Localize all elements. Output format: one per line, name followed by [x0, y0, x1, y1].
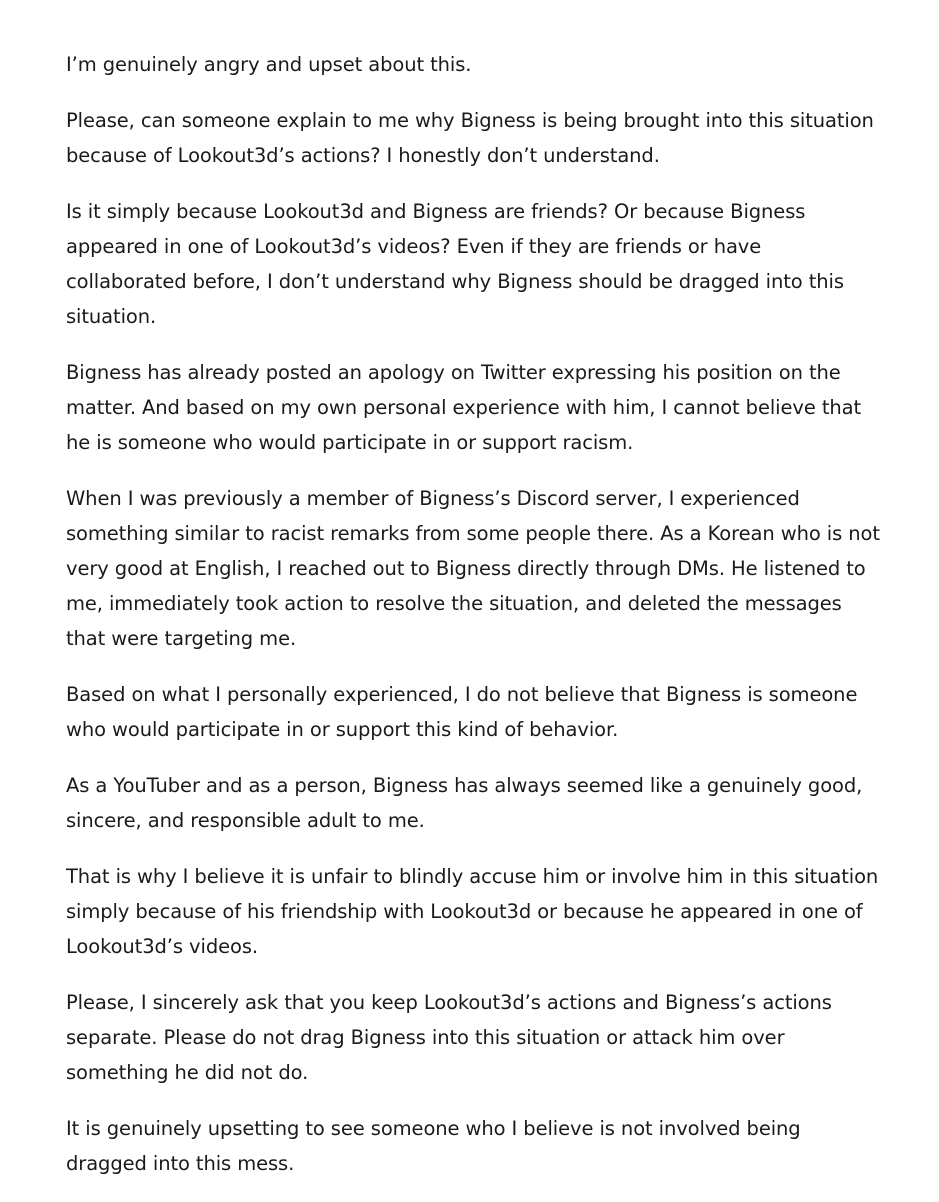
paragraph-2: Please, can someone explain to me why Bigness is being brought into this situation because of Lookout3d’s actions? I honestly don’t understand. [66, 109, 874, 167]
paragraph-6: Based on what I personally experienced, I do not believe that Bigness is someone who would participate in or support this kind of behavior. [66, 683, 858, 741]
paragraph-8: That is why I believe it is unfair to blindly accuse him or involve him in this situation simply because of his friendship with Lookout3d or because he appeared in one of Lookout3d’s videos. [66, 865, 879, 958]
paragraph-10: It is genuinely upsetting to see someone who I believe is not involved being dragged into this mess. [66, 1117, 801, 1175]
paragraph-7: As a YouTuber and as a person, Bigness has always seemed like a genuinely good, sincere, and responsible adult to me. [66, 774, 863, 832]
paragraph-5: When I was previously a member of Bigness’s Discord server, I experienced something similar to racist remarks from some people there. As a Korean who is not very good at English, I reached out to Bigness directly through DMs. He listened to me, immediately took action to resolve the situation, and deleted the messages that were targeting me. [66, 487, 880, 650]
paragraph-3: Is it simply because Lookout3d and Bigness are friends? Or because Bigness appeared in one of Lookout3d’s videos? Even if they are friends or have collaborated before, I don’t understand why Bigness should be dragged into this situation. [66, 200, 844, 328]
paragraph-9: Please, I sincerely ask that you keep Lookout3d’s actions and Bigness’s actions separate. Please do not drag Bigness into this situation or attack him over something he did not do. [66, 991, 832, 1084]
paragraph-1: I’m genuinely angry and upset about this. [66, 53, 472, 76]
paragraph-4: Bigness has already posted an apology on Twitter expressing his position on the matter. And based on my own personal experience with him, I cannot believe that he is someone who would participate in or support racism. [66, 361, 862, 454]
document-body [66, 47, 886, 1202]
